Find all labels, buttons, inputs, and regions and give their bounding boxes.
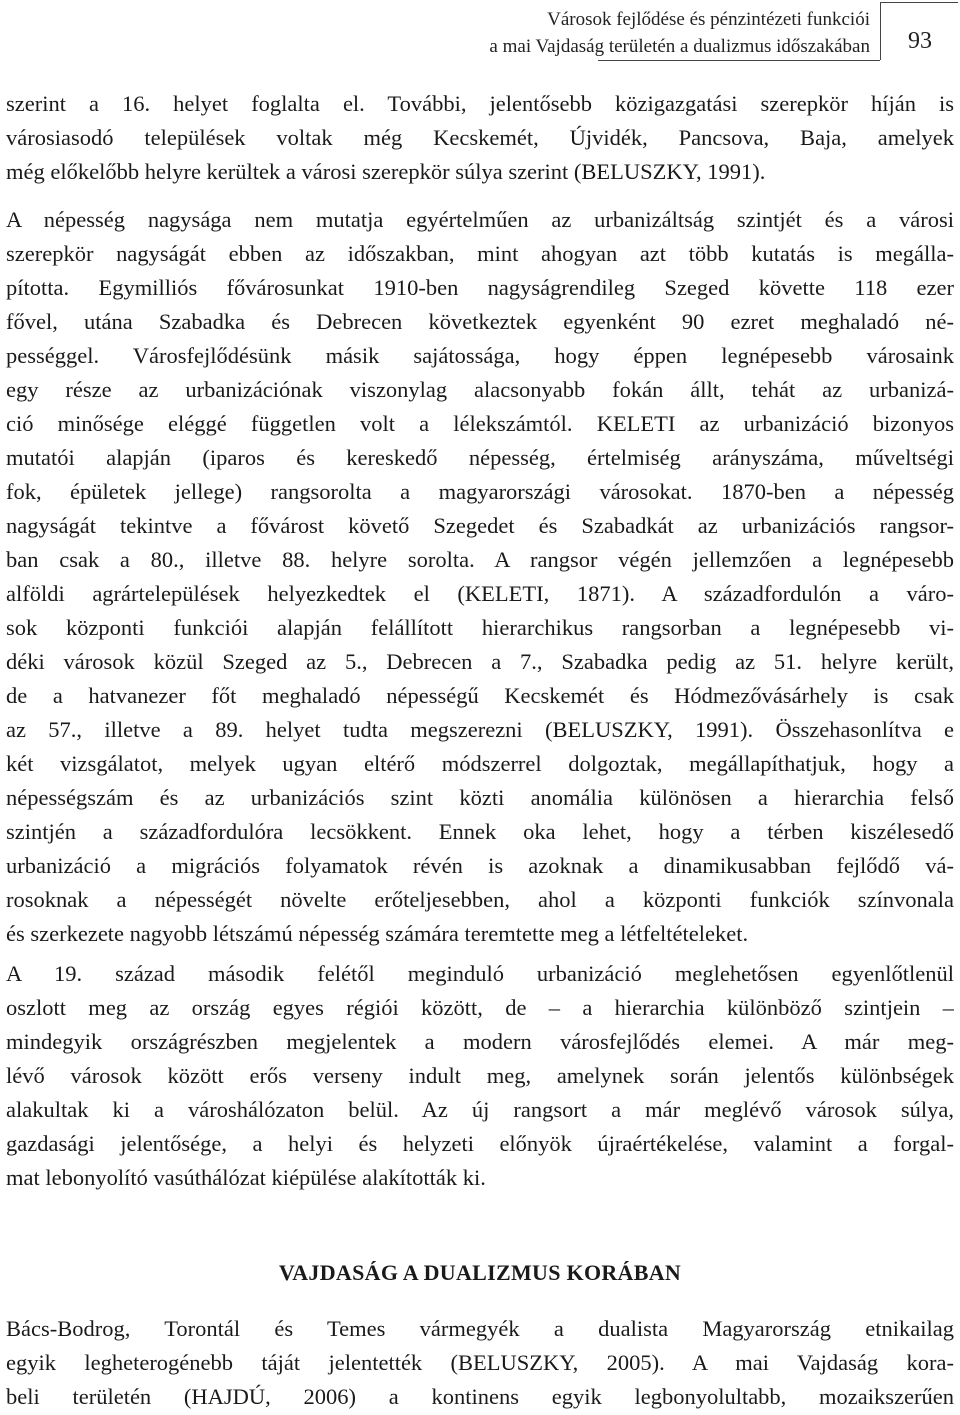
paragraph-line: pességgel. Városfejlődésünk másik sajátossága, hogy éppen legnépesebb városaink — [6, 343, 954, 368]
paragraph-line: szerint a 16. helyet foglalta el. További, jelentősebb közigazgatási szerepkör híján is — [6, 91, 954, 116]
paragraph-line: városiasodó települések voltak még Kecskemét, Újvidék, Pancsova, Baja, amelyek — [6, 125, 954, 150]
paragraph-line: urbanizáció a migrációs folyamatok révén is azoknak a dinamikusabban fejlődő vá- — [6, 853, 954, 878]
paragraph-line: alföldi agrártelepülések helyezkedtek el (KELETI, 1871). A századfordulón a váro- — [6, 581, 954, 606]
paragraph-line: déki városok közül Szeged az 5., Debrecen a 7., Szabadka pedig az 51. helyre került, — [6, 649, 954, 674]
paragraph-line: mutatói alapján (iparos és kereskedő népesség, értelmiség arányszáma, műveltségi — [6, 445, 954, 470]
paragraph-line: pította. Egymilliós fővárosunkat 1910-ben nagyságrendileg Szeged követte 118 ezer — [6, 275, 954, 300]
section-heading: VAJDASÁG A DUALIZMUS KORÁBAN — [278, 1260, 682, 1285]
paragraph-1 — [6, 87, 954, 189]
paragraph-line: szintjén a századfordulóra lecsökkent. Ennek oka lehet, hogy a térben kiszélesedő — [6, 819, 954, 844]
paragraph-line: gazdasági jelentősége, a helyi és helyzeti előnyök újraértékelése, valamint a forgal- — [6, 1131, 954, 1156]
paragraph-line: ció minősége eléggé független volt a lélekszámtól. KELETI az urbanizáció bizonyos — [6, 411, 954, 436]
paragraph-line: alakultak ki a városhálózaton belül. Az új rangsort a már meglévő városok súlya, — [6, 1097, 954, 1122]
paragraph-line: szerepkör nagyságát ebben az időszakban, mint ahogyan azt több kutatás is megálla- — [6, 241, 954, 266]
paragraph-line: népességszám és az urbanizációs szint közti anomália különösen a hierarchia felső — [6, 785, 954, 810]
page-number: 93 — [908, 28, 932, 54]
paragraph-line: egyik legheterogénebb táját jelentették (BELUSZKY, 2005). A mai Vajdaság kora- — [6, 1350, 954, 1375]
paragraph-line: az 57., illetve a 89. helyet tudta megszerezni (BELUSZKY, 1991). Összehasonlítva e — [6, 717, 954, 742]
paragraph-line: beli területén (HAJDÚ, 2006) a kontinens egyik legbonyolultabb, mozaikszerűen — [6, 1384, 954, 1409]
paragraph-line: A 19. század második felétől meginduló urbanizáció meglehetősen egyenlőtlenül — [6, 961, 954, 986]
header-rule — [598, 60, 880, 61]
paragraph-2 — [6, 203, 954, 951]
paragraph-line: fok, épületek jellege) rangsorolta a magyarországi városokat. 1870-ben a népesség — [6, 479, 954, 504]
paragraph-line: egy része az urbanizációnak viszonylag alacsonyabb fokán állt, tehát az urbanizá- — [6, 377, 954, 402]
paragraph-line: két vizsgálatot, melyek ugyan eltérő módszerrel dolgoztak, megállapíthatjuk, hogy a — [6, 751, 954, 776]
paragraph-line: oszlott meg az ország egyes régiói között, de – a hierarchia különböző szintjein – — [6, 995, 954, 1020]
paragraph-line: rosoknak a népességét növelte erőteljesebben, ahol a központi funkciók színvonala — [6, 887, 954, 912]
running-header — [300, 6, 870, 60]
paragraph-3 — [6, 957, 954, 1195]
paragraph-line: Bács-Bodrog, Torontál és Temes vármegyék a dualista Magyarország etnikailag — [6, 1316, 954, 1341]
paragraph-line: lévő városok között erős verseny indult meg, amelynek során jelentős különbségek — [6, 1063, 954, 1088]
running-header-line-2: a mai Vajdaság területén a dualizmus időszakában — [489, 36, 870, 57]
paragraph-line: A népesség nagysága nem mutatja egyértelműen az urbanizáltság szintjét és a városi — [6, 207, 954, 232]
paragraph-line: fővel, utána Szabadka és Debrecen következtek egyenként 90 ezret meghaladó né- — [6, 309, 954, 334]
paragraph-line: és szerkezete nagyobb létszámú népesség számára teremtette meg a létfeltételeket. — [6, 921, 749, 946]
running-header-line-1: Városok fejlődése és pénzintézeti funkciói — [547, 9, 870, 30]
paragraph-line: még előkelőbb helyre kerültek a városi szerepkör súlya szerint (BELUSZKY, 1991). — [6, 159, 766, 184]
paragraph-line: ban csak a 80., illetve 88. helyre sorolta. A rangsor végén jellemzően a legnépesebb — [6, 547, 954, 572]
paragraph-line: mindegyik országrészben megjelentek a modern városfejlődés elemei. A már meg- — [6, 1029, 954, 1054]
section-paragraph — [6, 1312, 954, 1414]
paragraph-line: de a hatvanezer főt meghaladó népességű Kecskemét és Hódmezővásárhely is csak — [6, 683, 954, 708]
paragraph-line: sok központi funkciói alapján felállított hierarchikus rangsorban a legnépesebb vi- — [6, 615, 954, 640]
paragraph-line: mat lebonyolító vasúthálózat kiépülése alakították ki. — [6, 1165, 486, 1190]
paragraph-line: nagyságát tekintve a fővárost követő Szegedet és Szabadkát az urbanizációs rangsor- — [6, 513, 954, 538]
